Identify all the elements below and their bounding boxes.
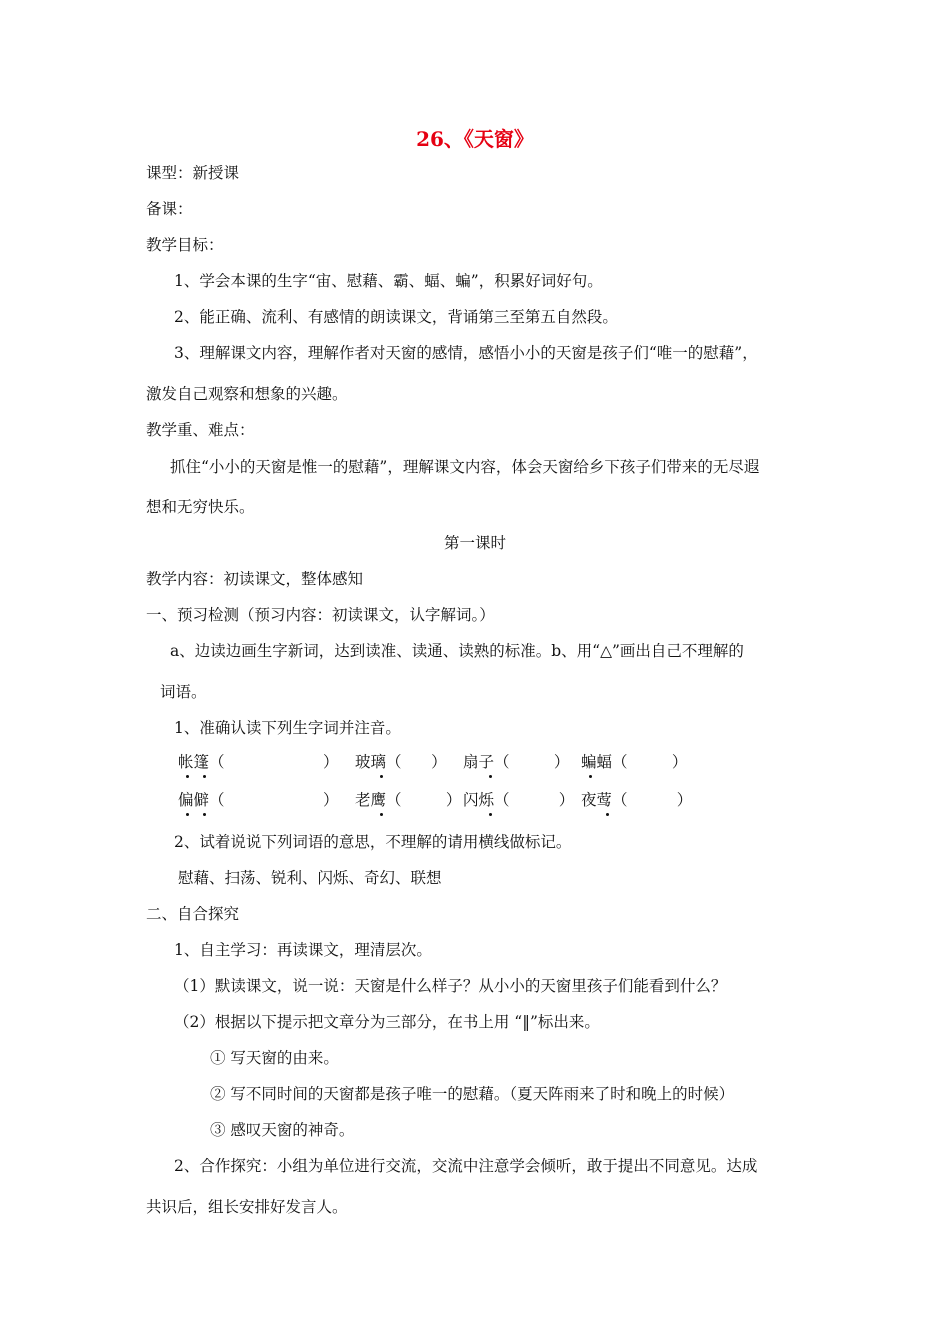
emphasis-dot <box>380 813 383 816</box>
preparation: 备课： <box>146 200 193 218</box>
part-2: ② 写不同时间的天窗都是孩子唯一的慰藉。（夏天阵雨来了时和晚上的时候） <box>210 1085 735 1103</box>
word-item <box>355 790 461 810</box>
word-item <box>178 790 339 810</box>
pinyin-blank: （ ） <box>612 753 688 771</box>
key-points-heading: 教学重、难点： <box>146 421 255 439</box>
emphasis-dot <box>186 813 189 816</box>
session-heading: 第一课时 <box>443 534 506 552</box>
question-1: （1）默读课文，说一说：天窗是什么样子？从小小的天窗里孩子们能看到什么？ <box>174 977 727 995</box>
task-1: 1、准确认读下列生字词并注音。 <box>174 719 401 737</box>
word: 玻璃 <box>355 753 387 771</box>
part-1: ① 写天窗的由来。 <box>210 1049 339 1067</box>
pinyin-blank: （ ） <box>386 753 447 771</box>
teaching-content: 教学内容：初读课文，整体感知 <box>146 570 364 588</box>
preview-instruction-line-1: a、边读边画生字新词，达到读准、读通、读熟的标准。b、用“△”画出自己不理解的 <box>170 642 744 660</box>
word-item <box>355 752 447 772</box>
lesson-type: 课型：新授课 <box>146 164 240 182</box>
task-2: 2、试着说说下列词语的意思，不理解的请用横线做标记。 <box>174 833 572 851</box>
emphasis-dot <box>203 775 206 778</box>
emphasis-dot <box>606 813 609 816</box>
key-points-line-2: 想和无穷快乐。 <box>146 498 255 516</box>
word-item <box>463 790 574 810</box>
word: 蝙蝠 <box>581 753 613 771</box>
section-2-heading: 二、自合探究 <box>146 905 240 923</box>
objective-3-line-1: 3、理解课文内容，理解作者对天窗的感情，感悟小小的天窗是孩子们“唯一的慰藉”， <box>174 344 758 362</box>
emphasis-dot <box>589 775 592 778</box>
emphasis-dot <box>489 775 492 778</box>
emphasis-dot <box>380 775 383 778</box>
word: 闪烁 <box>463 791 495 809</box>
word-item <box>581 790 692 810</box>
word: 夜莺 <box>581 791 613 809</box>
study-task-1: 1、自主学习：再读课文，理清层次。 <box>174 941 432 959</box>
word: 老鹰 <box>355 791 387 809</box>
part-3: ③ 感叹天窗的神奇。 <box>210 1121 355 1139</box>
study-task-2-line-2: 共识后，组长安排好发言人。 <box>146 1198 348 1216</box>
word: 偏僻 <box>178 791 210 809</box>
pinyin-blank: （ ） <box>209 753 339 771</box>
word: 扇子 <box>463 753 495 771</box>
emphasis-dot <box>203 813 206 816</box>
emphasis-dot <box>489 813 492 816</box>
lesson-title: 26、《天窗》 <box>416 127 534 151</box>
emphasis-dot <box>186 775 189 778</box>
key-points-line-1: 抓住“小小的天窗是惟一的慰藉”，理解课文内容，体会天窗给乡下孩子们带来的无尽遐 <box>170 458 760 476</box>
word: 帐篷 <box>178 753 210 771</box>
study-task-2-line-1: 2、合作探究：小组为单位进行交流，交流中注意学会倾听，敢于提出不同意见。达成 <box>174 1157 758 1175</box>
objective-1: 1、学会本课的生字“宙、慰藉、霸、蝠、蝙”，积累好词好句。 <box>174 272 603 290</box>
objectives-heading: 教学目标： <box>146 236 224 254</box>
word-item <box>581 752 687 772</box>
pinyin-blank: （ ） <box>209 791 339 809</box>
pinyin-blank: （ ） <box>612 791 693 809</box>
objective-3-line-2: 激发自己观察和想象的兴趣。 <box>146 385 348 403</box>
pinyin-blank: （ ） <box>494 791 575 809</box>
section-1-heading: 一、预习检测（预习内容：初读课文，认字解词。） <box>146 606 495 624</box>
pinyin-blank: （ ） <box>494 753 570 771</box>
vocabulary-list: 慰藉、扫荡、锐利、闪烁、奇幻、联想 <box>178 869 442 887</box>
objective-2: 2、能正确、流利、有感情的朗读课文，背诵第三至第五自然段。 <box>174 308 618 326</box>
word-item <box>463 752 569 772</box>
preview-instruction-line-2: 词语。 <box>160 683 207 701</box>
question-2: （2）根据以下提示把文章分为三部分，在书上用 “‖”标出来。 <box>174 1013 600 1031</box>
word-item <box>178 752 339 772</box>
pinyin-blank: （ ） <box>386 791 462 809</box>
